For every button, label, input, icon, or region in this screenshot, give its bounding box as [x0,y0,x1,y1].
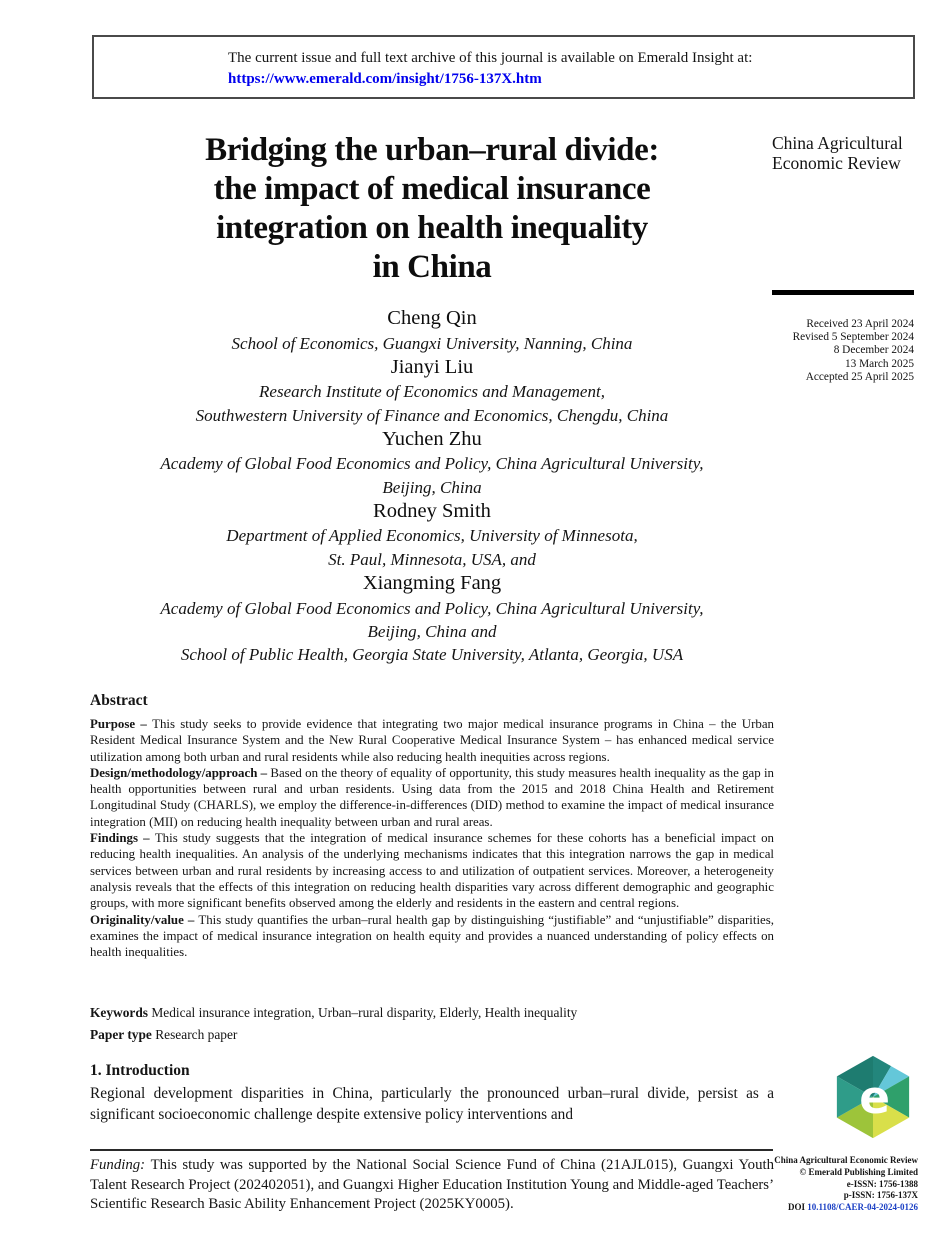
emerald-cube-logo-svg [836,1055,910,1139]
funding-label: Funding: [90,1157,151,1173]
imprint-eissn: e-ISSN: 1756-1388 [846,1178,918,1189]
funding-note [90,1156,774,1215]
abstract-originality [90,912,774,961]
abstract-findings-label: Findings – [90,831,155,846]
abstract-purpose [90,716,774,765]
abstract-body [90,716,774,960]
author-name: Xiangming Fang [362,572,502,595]
keywords-line [90,1004,774,1021]
date-revised-3: 13 March 2025 [844,357,914,370]
abstract-design-label: Design/methodology/approach – [90,765,271,780]
paper-type-label: Paper type [90,1027,156,1042]
date-accepted: Accepted 25 April 2025 [805,370,914,383]
author-affiliation: School of Public Health, Georgia State University, Atlanta, Georgia, USA [180,645,684,665]
article-title [90,131,774,287]
date-received: Received 23 April 2024 [806,318,914,330]
author-name: Yuchen Zhu [382,427,482,450]
author-affiliation: Department of Applied Economics, University of Minnesota, [226,526,638,546]
funding-text: This study was supported by the National Social Science Fund of China (21AJL015), Guangxi Youth Talent Research Project (202402051), and Guangxi Higher Education Institution Young and Middle-aged Teachers’ Scientific Research Basic Ability Enhancement Project (2025KY0005). [90,1157,774,1213]
paper-type-text: Research paper [155,1027,238,1042]
author-affiliation: Beijing, China [382,477,482,497]
doi-label: DOI [787,1202,808,1213]
emerald-logo-icon [836,1055,910,1139]
paper-type-line [90,1026,774,1043]
date-revised-2: 8 December 2024 [833,344,914,357]
abstract-design-text: Based on the theory of equality of opportunity, this study measures health inequality as the gap in health opportunities between rural and urban residents. Using data from the 2015 and 2018 China Health and Retirement Longitudinal Study (CHARLS), we employ the difference-in-differences (DID) method to examine the impact of medical insurance integration (MII) on reducing health inequality between urban and rural areas. [90,765,775,829]
availability-text: The current issue and full text archive of this journal is available on Emerald Insight at: [228,50,753,66]
introduction-heading: 1. Introduction [90,1062,190,1079]
author-affiliation: Beijing, China and [367,621,497,641]
imprint-journal: China Agricultural Economic Review [774,1155,918,1165]
keywords-label: Keywords [90,1005,152,1020]
abstract-findings-text: This study suggests that the integration of medical insurance schemes for these cohorts has a beneficial impact on reducing health inequalities. An analysis of the underlying mechanisms indicates that this integration narrows the gap in medical services between urban and rural residents by increasing access to and utilization of outpatient services. Moreover, a heterogeneity analysis reveals that the effects of this integration on reducing health disparities vary across different demographic and geographic groups, with more significant benefits observed among the elderly and residents in the eastern and central regions. [90,831,774,911]
title-line-2: the impact of medical insurance [213,171,651,207]
svg-text:e: e [859,1070,891,1124]
imprint-doi-line [742,1202,918,1214]
title-line-3: integration on health inequality [216,210,648,246]
abstract-design [90,765,774,830]
authors-block [90,306,774,666]
author-affiliation: Academy of Global Food Economics and Policy, China Agricultural University, [160,454,704,474]
journal-name-line-2: Economic Review [772,153,901,173]
author-affiliation: Research Institute of Economics and Management, [259,382,605,402]
sidebar-divider-rule [772,290,914,295]
availability-notice-box [92,35,915,99]
imprint-pissn: p-ISSN: 1756-137X [843,1190,918,1201]
imprint-copyright: © Emerald Publishing Limited [799,1166,918,1177]
journal-imprint [742,1155,918,1214]
date-revised-1: Revised 5 September 2024 [792,331,914,344]
abstract-purpose-label: Purpose – [90,717,153,731]
author-name: Rodney Smith [373,499,491,522]
abstract-findings [90,830,774,911]
abstract-originality-label: Originality/value – [90,912,199,927]
journal-name-line-1: China Agricultural [772,133,903,153]
author-name: Cheng Qin [387,307,477,329]
abstract-originality-text: This study quantifies the urban–rural health gap by distinguishing “justifiable” and “unjustifiable” disparities, examines the impact of medical insurance integration on health equity and provides a nuanced understanding of policy effects on health inequalities. [90,912,774,960]
title-line-1: Bridging the urban–rural divide: [205,132,659,168]
abstract-heading: Abstract [90,692,148,709]
keywords-text: Medical insurance integration, Urban–rural disparity, Elderly, Health inequality [151,1005,578,1020]
footnote-rule [90,1149,773,1151]
author-affiliation: School of Economics, Guangxi University, Nanning, China [231,333,633,353]
journal-name [772,133,922,173]
doi-link[interactable]: 10.1108/CAER-04-2024-0126 [807,1202,918,1213]
author-affiliation: Academy of Global Food Economics and Policy, China Agricultural University, [160,598,704,618]
abstract-purpose-text: This study seeks to provide evidence that integrating two major medical insurance programs in China – the Urban Resident Medical Insurance System and the New Rural Cooperative Medical Insurance System – has enhanced medical service utilization among both urban and rural residents while also reducing health inequities across regions. [90,717,774,764]
journal-archive-link[interactable]: https://www.emerald.com/insight/1756-137X.htm [228,71,542,87]
author-affiliation: Southwestern University of Finance and Economics, Chengdu, China [195,405,669,425]
author-affiliation: St. Paul, Minnesota, USA, and [328,549,536,569]
author-name: Jianyi Liu [390,355,474,378]
availability-notice-inner [94,37,913,90]
introduction-paragraph: Regional development disparities in China, particularly the pronounced urban–rural divide, persist as a significant socioeconomic challenge despite extensive policy interventions and [90,1085,774,1123]
title-line-4: in China [372,249,492,285]
